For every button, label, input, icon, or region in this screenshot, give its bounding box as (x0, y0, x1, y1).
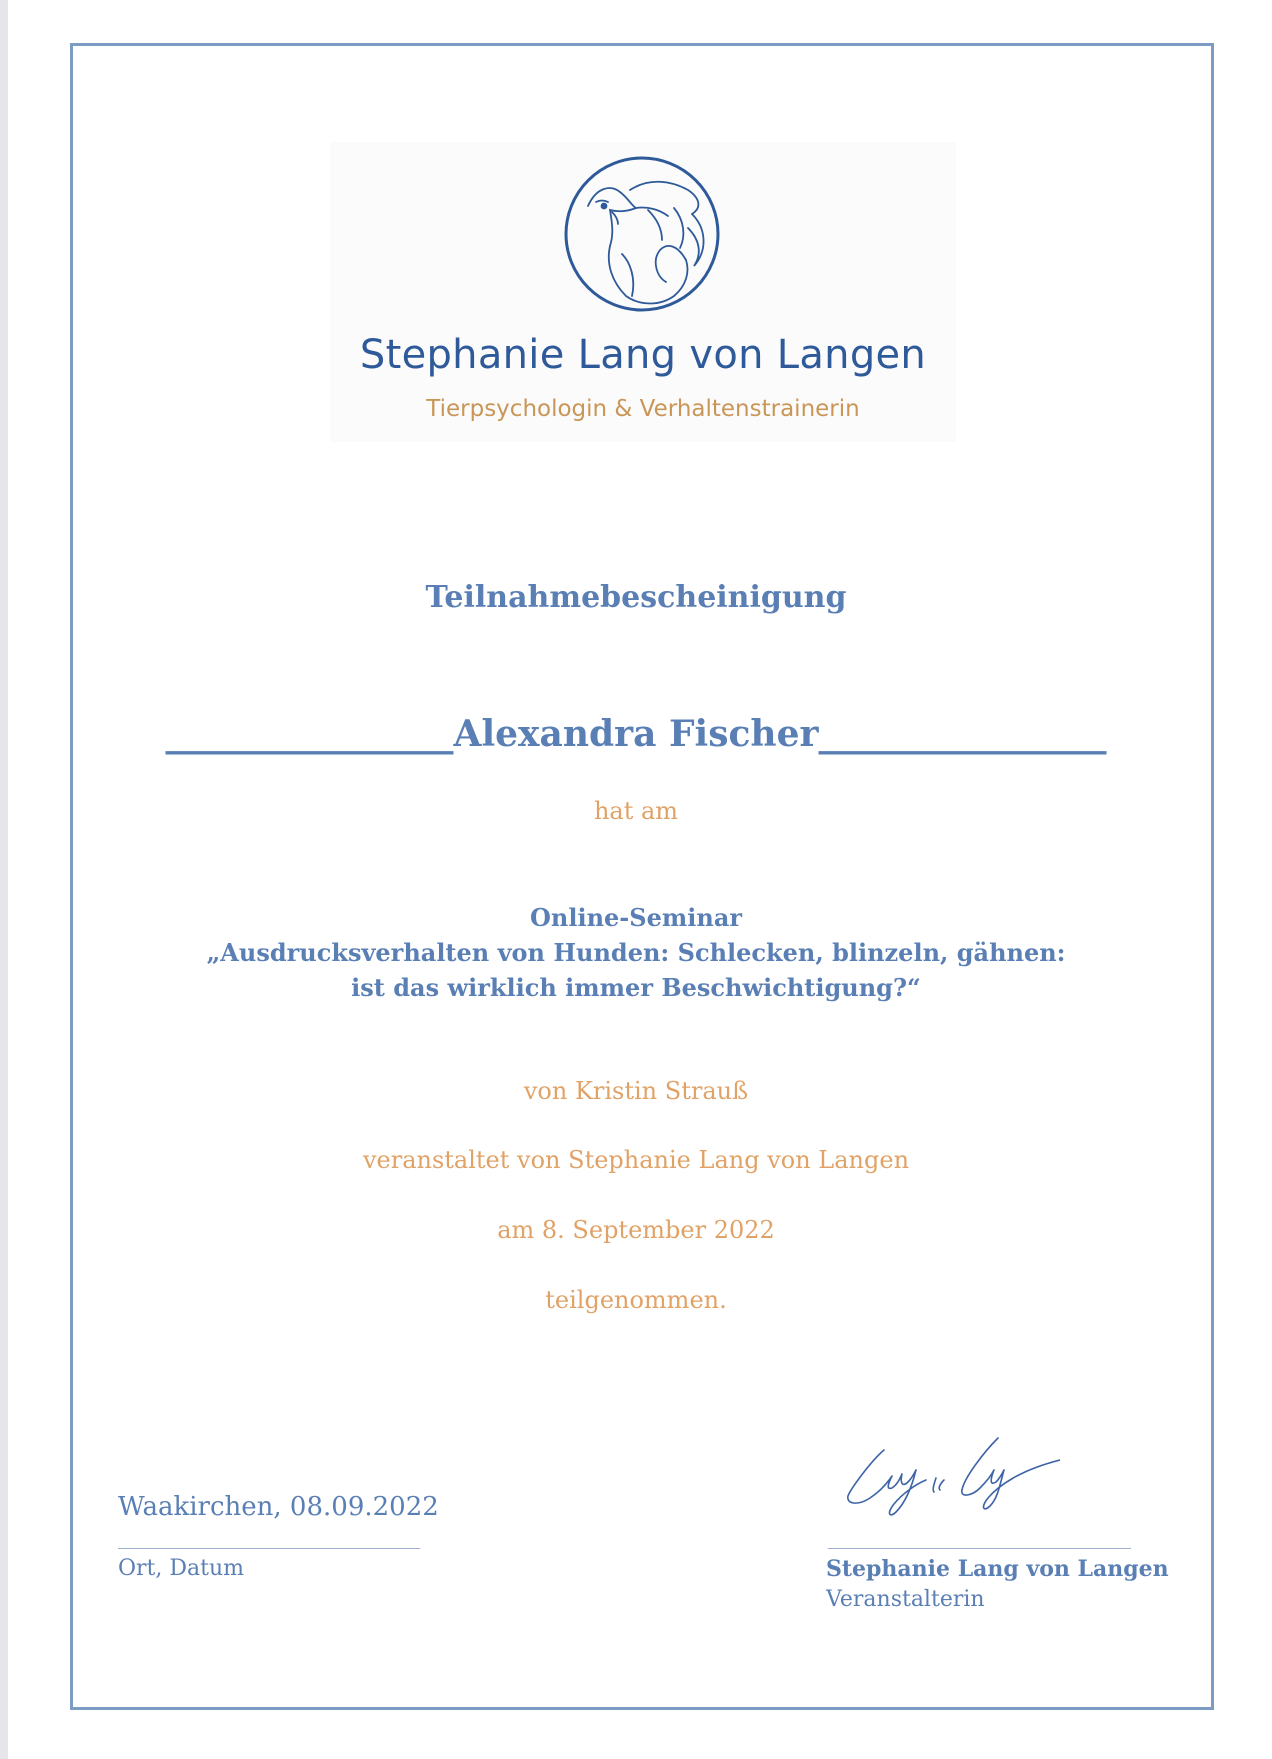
speaker-text: von Kristin Strauß (523, 1077, 749, 1105)
logo (330, 142, 956, 442)
brand-tagline: Tierpsychologin & Verhaltenstrainerin (426, 396, 860, 422)
brand-name: Stephanie Lang von Langen (359, 332, 927, 378)
dog-logo-icon (552, 150, 732, 325)
participant-name: ________________Alexandra Fischer________________ (165, 713, 1107, 755)
intro-text: hat am (593, 797, 679, 825)
event-type: Online-Seminar (529, 903, 743, 932)
event-title-line-2: ist das wirklich immer Beschwichtigung?“ (351, 973, 921, 1002)
place-date-rule (118, 1548, 420, 1549)
signer-role: Veranstalterin (826, 1587, 985, 1612)
closing-text: teilgenommen. (545, 1286, 727, 1314)
organizer-text: veranstaltet von Stephanie Lang von Langen (362, 1146, 910, 1174)
place-date-label: Ort, Datum (118, 1556, 245, 1581)
signature-image (840, 1432, 1060, 1522)
signature-rule (828, 1548, 1131, 1549)
event-date: am 8. September 2022 (497, 1216, 775, 1244)
signer-name: Stephanie Lang von Langen (826, 1556, 1169, 1582)
place-date: Waakirchen, 08.09.2022 (118, 1492, 439, 1522)
page-edge-shadow (0, 0, 8, 1759)
certificate-title: Teilnahmebescheinigung (425, 580, 847, 615)
event-title-line-1: „Ausdrucksverhalten von Hunden: Schlecken, blinzeln, gähnen: (206, 938, 1066, 967)
event-block (0, 900, 1272, 1005)
